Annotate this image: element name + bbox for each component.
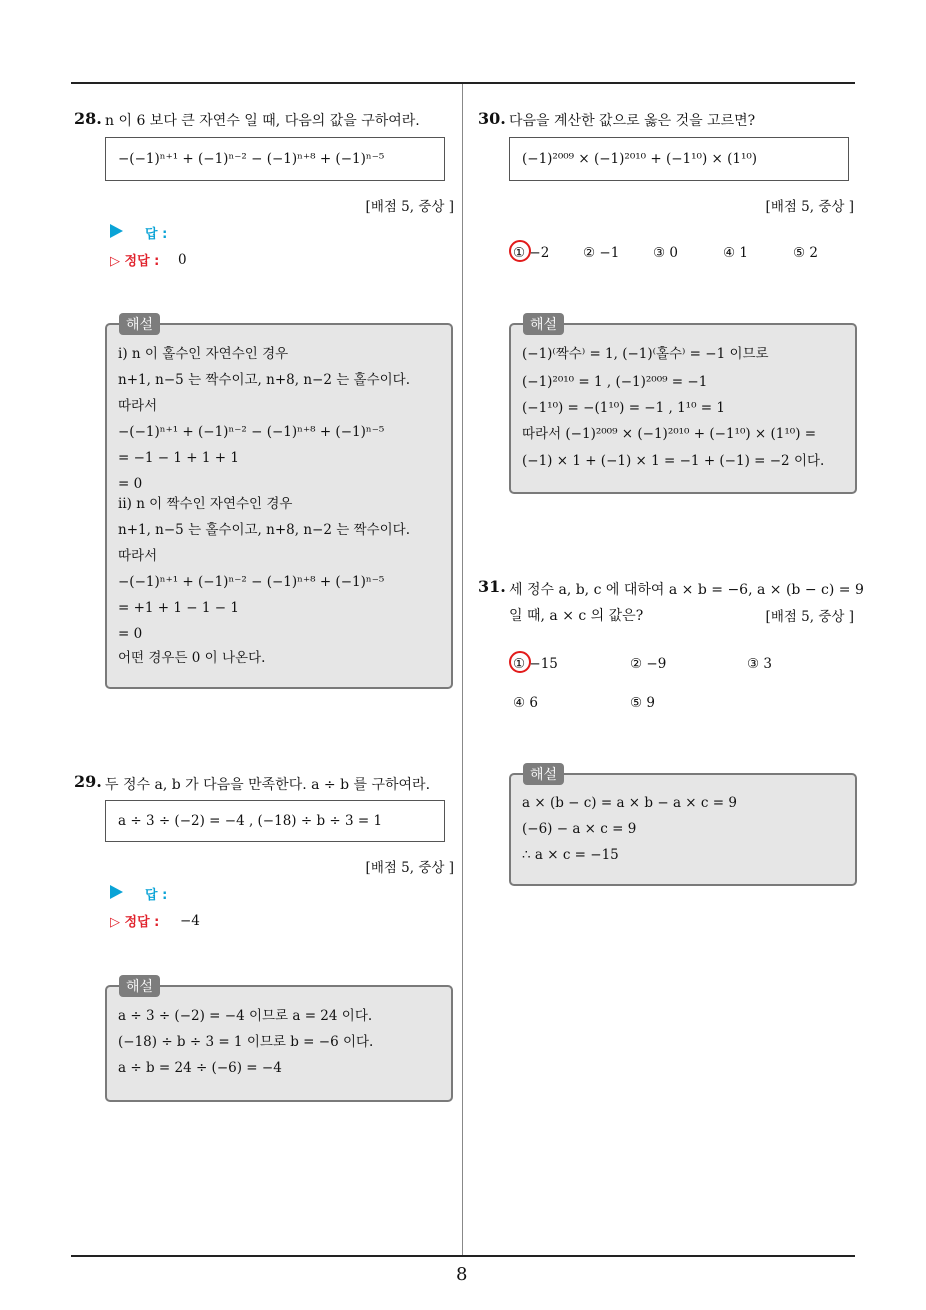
triangle-outline-icon: ▷ xyxy=(110,254,120,269)
bottom-rule xyxy=(71,1255,855,1257)
explanation-line: 따라서 xyxy=(118,548,158,564)
score-label: [배점 5, 중상 ] xyxy=(765,609,854,625)
formula-box: (−1)²⁰⁰⁹ × (−1)²⁰¹⁰ + (−1¹⁰) × (1¹⁰) xyxy=(509,137,849,181)
formula-box: a ÷ 3 ÷ (−2) = −4 , (−18) ÷ b ÷ 3 = 1 xyxy=(105,800,445,842)
explanation-line: −(−1)ⁿ⁺¹ + (−1)ⁿ⁻² − (−1)ⁿ⁺⁸ + (−1)ⁿ⁻⁵ xyxy=(118,424,385,440)
explanation-line: = +1 + 1 − 1 − 1 xyxy=(118,600,239,616)
explanation-line: ⅰ) n 이 홀수인 자연수인 경우 xyxy=(118,346,289,362)
answer-label: 답 : xyxy=(145,888,168,903)
score-label: [배점 5, 중상 ] xyxy=(365,860,454,876)
explanation-line: (−6) − a × c = 9 xyxy=(522,821,637,837)
play-icon xyxy=(110,885,123,899)
score-label: [배점 5, 중상 ] xyxy=(765,199,854,215)
explanation-line: −(−1)ⁿ⁺¹ + (−1)ⁿ⁻² − (−1)ⁿ⁺⁸ + (−1)ⁿ⁻⁵ xyxy=(118,574,385,590)
formula-box: −(−1)ⁿ⁺¹ + (−1)ⁿ⁻² − (−1)ⁿ⁺⁸ + (−1)ⁿ⁻⁵ xyxy=(105,137,445,181)
explanation-tab: 해설 xyxy=(119,975,160,997)
explanation-tab: 해설 xyxy=(523,313,564,335)
choice-2[interactable]: ② −1 xyxy=(583,245,620,261)
explanation-tab: 해설 xyxy=(119,313,160,335)
explanation-line: a × (b − c) = a × b − a × c = 9 xyxy=(522,795,737,811)
explanation-line: (−1¹⁰) = −(1¹⁰) = −1 , 1¹⁰ = 1 xyxy=(522,400,725,416)
question-text-line-2: 일 때, a × c 의 값은? xyxy=(509,608,644,624)
explanation-line: 따라서 xyxy=(118,398,158,414)
choice-1[interactable]: ① −15 xyxy=(513,656,558,672)
correct-answer-value: 0 xyxy=(178,252,187,268)
correct-label-text: 정답 : xyxy=(124,915,160,930)
top-rule xyxy=(71,82,855,84)
play-icon xyxy=(110,224,123,238)
question-number: 29. xyxy=(74,772,102,791)
score-label: [배점 5, 중상 ] xyxy=(365,199,454,215)
answer-label: 답 : xyxy=(145,227,168,242)
question-text-line-1: 세 정수 a, b, c 에 대하여 a × b = −6, a × (b − c) = 9 xyxy=(509,582,864,598)
explanation-line: = 0 xyxy=(118,476,143,492)
correct-answer-label xyxy=(110,250,159,269)
question-text: 두 정수 a, b 가 다음을 만족한다. a ÷ b 를 구하여라. xyxy=(105,777,431,793)
choice-1[interactable]: ① −2 xyxy=(513,245,550,261)
choice-3[interactable]: ③ 3 xyxy=(747,656,772,672)
explanation-line: a ÷ 3 ÷ (−2) = −4 이므로 a = 24 이다. xyxy=(118,1008,373,1024)
correct-answer-value: −4 xyxy=(180,913,200,929)
explanation-line: ⅱ) n 이 짝수인 자연수인 경우 xyxy=(118,496,293,512)
explanation-line: = −1 − 1 + 1 + 1 xyxy=(118,450,239,466)
choice-4[interactable]: ④ 1 xyxy=(723,245,748,261)
choice-5[interactable]: ⑤ 2 xyxy=(793,245,818,261)
explanation-line: n+1, n−5 는 짝수이고, n+8, n−2 는 홀수이다. xyxy=(118,372,410,388)
question-text: 다음을 계산한 값으로 옳은 것을 고르면? xyxy=(509,113,756,129)
explanation-line: = 0 xyxy=(118,626,143,642)
column-divider xyxy=(462,84,463,1256)
explanation-tab: 해설 xyxy=(523,763,564,785)
choice-5[interactable]: ⑤ 9 xyxy=(630,695,655,711)
question-number: 28. xyxy=(74,109,102,128)
explanation-line: n+1, n−5 는 홀수이고, n+8, n−2 는 짝수이다. xyxy=(118,522,410,538)
page-number: 8 xyxy=(456,1264,468,1285)
choice-4[interactable]: ④ 6 xyxy=(513,695,538,711)
question-number: 31. xyxy=(478,577,506,596)
explanation-line: (−1)²⁰¹⁰ = 1 , (−1)²⁰⁰⁹ = −1 xyxy=(522,374,708,390)
explanation-line: 어떤 경우든 0 이 나온다. xyxy=(118,650,266,666)
explanation-line: (−1)⁽짝수⁾ = 1, (−1)⁽홀수⁾ = −1 이므로 xyxy=(522,346,769,362)
explanation-line: a ÷ b = 24 ÷ (−6) = −4 xyxy=(118,1060,282,1076)
correct-label-text: 정답 : xyxy=(124,254,160,269)
explanation-line: ∴ a × c = −15 xyxy=(522,847,619,863)
triangle-outline-icon: ▷ xyxy=(110,915,120,930)
question-number: 30. xyxy=(478,109,506,128)
explanation-line: (−1) × 1 + (−1) × 1 = −1 + (−1) = −2 이다. xyxy=(522,453,825,469)
correct-answer-label xyxy=(110,911,159,930)
explanation-line: 따라서 (−1)²⁰⁰⁹ × (−1)²⁰¹⁰ + (−1¹⁰) × (1¹⁰) = xyxy=(522,426,817,442)
choice-2[interactable]: ② −9 xyxy=(630,656,667,672)
choice-3[interactable]: ③ 0 xyxy=(653,245,678,261)
question-text: n 이 6 보다 큰 자연수 일 때, 다음의 값을 구하여라. xyxy=(105,113,420,129)
explanation-line: (−18) ÷ b ÷ 3 = 1 이므로 b = −6 이다. xyxy=(118,1034,374,1050)
